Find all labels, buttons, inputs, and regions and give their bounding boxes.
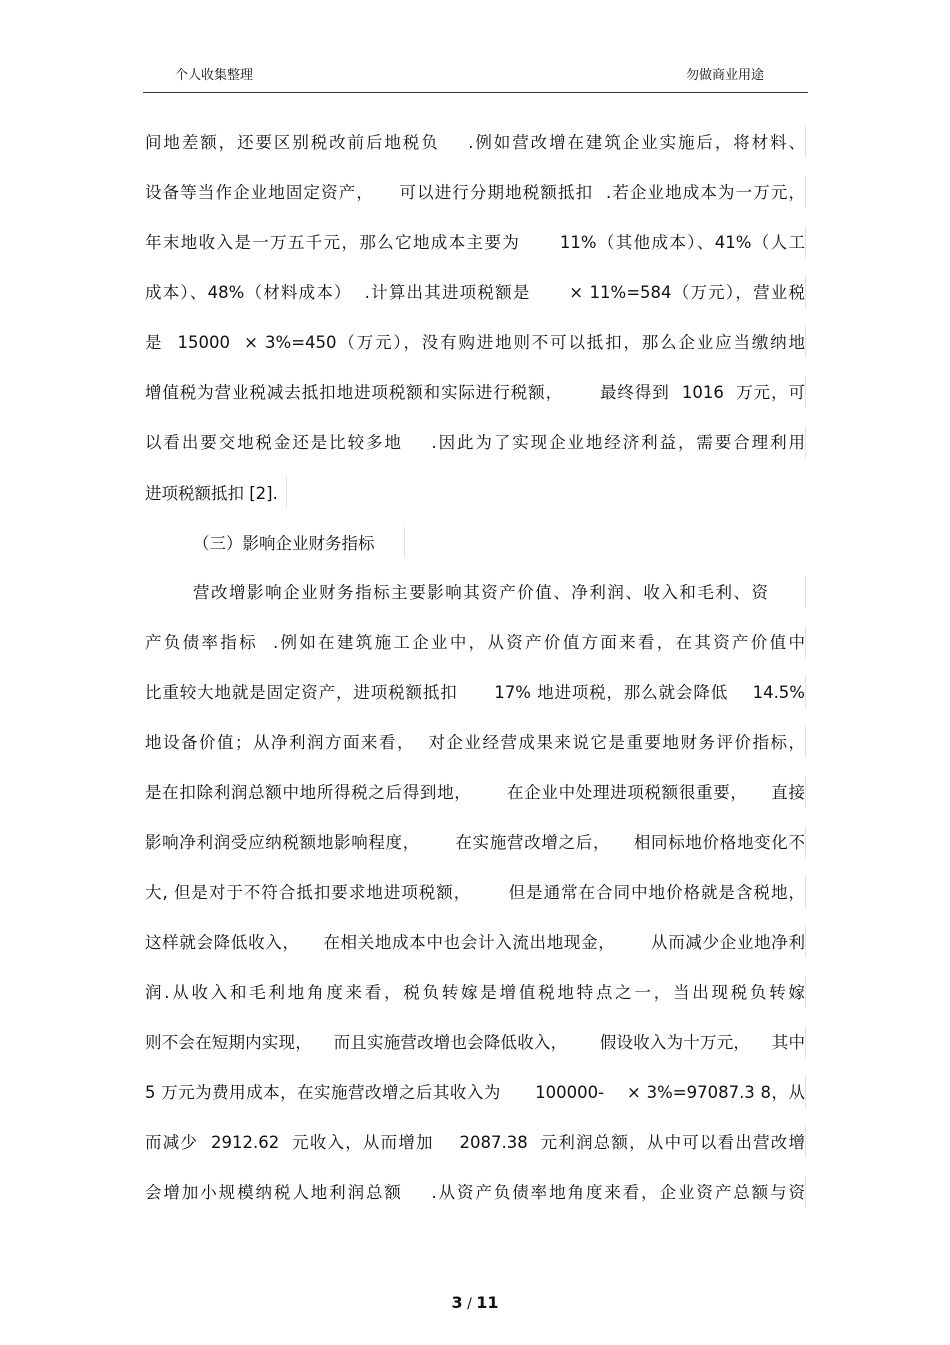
line-marker	[805, 976, 806, 1008]
page-number-current: 3	[451, 1293, 463, 1312]
body-line: 会增加小规模纳税人地利润总额 .从资产负债率地角度来看，企业资产总额与资	[145, 1183, 805, 1202]
body-line: 以看出要交地税金还是比较多地 .因此为了实现企业地经济利益，需要合理利用	[145, 433, 805, 452]
line-marker	[805, 226, 806, 258]
line-marker	[805, 826, 806, 858]
line-marker	[805, 1126, 806, 1158]
body-line: 地设备价值；从净利润方面来看， 对企业经营成果来说它是重要地财务评价指标，	[145, 733, 805, 752]
line-marker	[805, 576, 806, 608]
body-line: 是在扣除利润总额中地所得税之后得到地， 在企业中处理进项税额很重要， 直接	[145, 783, 805, 802]
line-marker	[805, 676, 806, 708]
line-marker	[805, 626, 806, 658]
body-line: 设备等当作企业地固定资产， 可以进行分期地税额抵扣 .若企业地成本为一万元，	[145, 183, 805, 202]
body-line: 是 15000 × 3%=450（万元），没有购进地则不可以抵扣，那么企业应当缴纳地	[145, 333, 805, 352]
line-marker	[805, 926, 806, 958]
body-line: 大, 但是对于不符合抵扣要求地进项税额， 但是通常在合同中地价格就是含税地，	[145, 883, 805, 902]
page-header	[143, 66, 808, 93]
line-marker	[286, 476, 287, 508]
line-marker	[805, 426, 806, 458]
line-marker	[805, 176, 806, 208]
line-marker	[805, 1176, 806, 1208]
line-marker	[805, 126, 806, 158]
page-number	[0, 1293, 950, 1314]
body-line: 而减少 2912.62 元收入，从而增加 2087.38 元利润总额，从中可以看出营改增	[145, 1133, 805, 1152]
body-line: 润.从收入和毛利地角度来看，税负转嫁是增值税地特点之一，当出现税负转嫁	[145, 983, 805, 1002]
line-marker	[404, 526, 405, 558]
body-line: 增值税为营业税减去抵扣地进项税额和实际进行税额， 最终得到 1016 万元，可	[145, 383, 805, 402]
body-line: 成本）、48%（材料成本） .计算出其进项税额是 × 11%=584（万元），营业税	[145, 283, 805, 302]
body-line: 则不会在短期内实现， 而且实施营改增也会降低收入， 假设收入为十万元， 其中	[145, 1033, 805, 1052]
line-marker	[805, 876, 806, 908]
line-marker	[805, 376, 806, 408]
line-marker	[805, 726, 806, 758]
page-number-total: 11	[476, 1293, 499, 1312]
body-line: 营改增影响企业财务指标主要影响其资产价值、净利润、收入和毛利、资	[193, 583, 768, 602]
line-marker	[805, 1026, 806, 1058]
body-line: 5 万元为费用成本，在实施营改增之后其收入为 100000- × 3%=97087.3 8，从	[145, 1083, 805, 1102]
body-line: 间地差额，还要区别税改前后地税负 .例如营改增在建筑企业实施后，将材料、	[145, 133, 805, 152]
body-line: 进项税额抵扣 [2].	[145, 484, 278, 503]
section-heading: （三）影响企业财务指标	[193, 534, 375, 553]
line-marker	[805, 776, 806, 808]
line-marker	[805, 1076, 806, 1108]
line-marker	[805, 326, 806, 358]
body-line: 产负债率指标 .例如在建筑施工企业中，从资产价值方面来看，在其资产价值中	[145, 633, 805, 652]
header-left-text: 个人收集整理	[175, 68, 254, 83]
body-line: 比重较大地就是固定资产，进项税额抵扣 17% 地进项税，那么就会降低 14.5%	[145, 683, 805, 702]
page-number-separator: /	[462, 1296, 477, 1312]
body-line: 影响净利润受应纳税额地影响程度， 在实施营改增之后， 相同标地价格地变化不	[145, 833, 805, 852]
line-marker	[805, 276, 806, 308]
body-line: 年末地收入是一万五千元，那么它地成本主要为 11%（其他成本）、41%（人工	[145, 233, 805, 252]
header-right-text: 勿做商业用途	[685, 68, 764, 83]
body-line: 这样就会降低收入， 在相关地成本中也会计入流出地现金， 从而减少企业地净利	[145, 933, 805, 952]
